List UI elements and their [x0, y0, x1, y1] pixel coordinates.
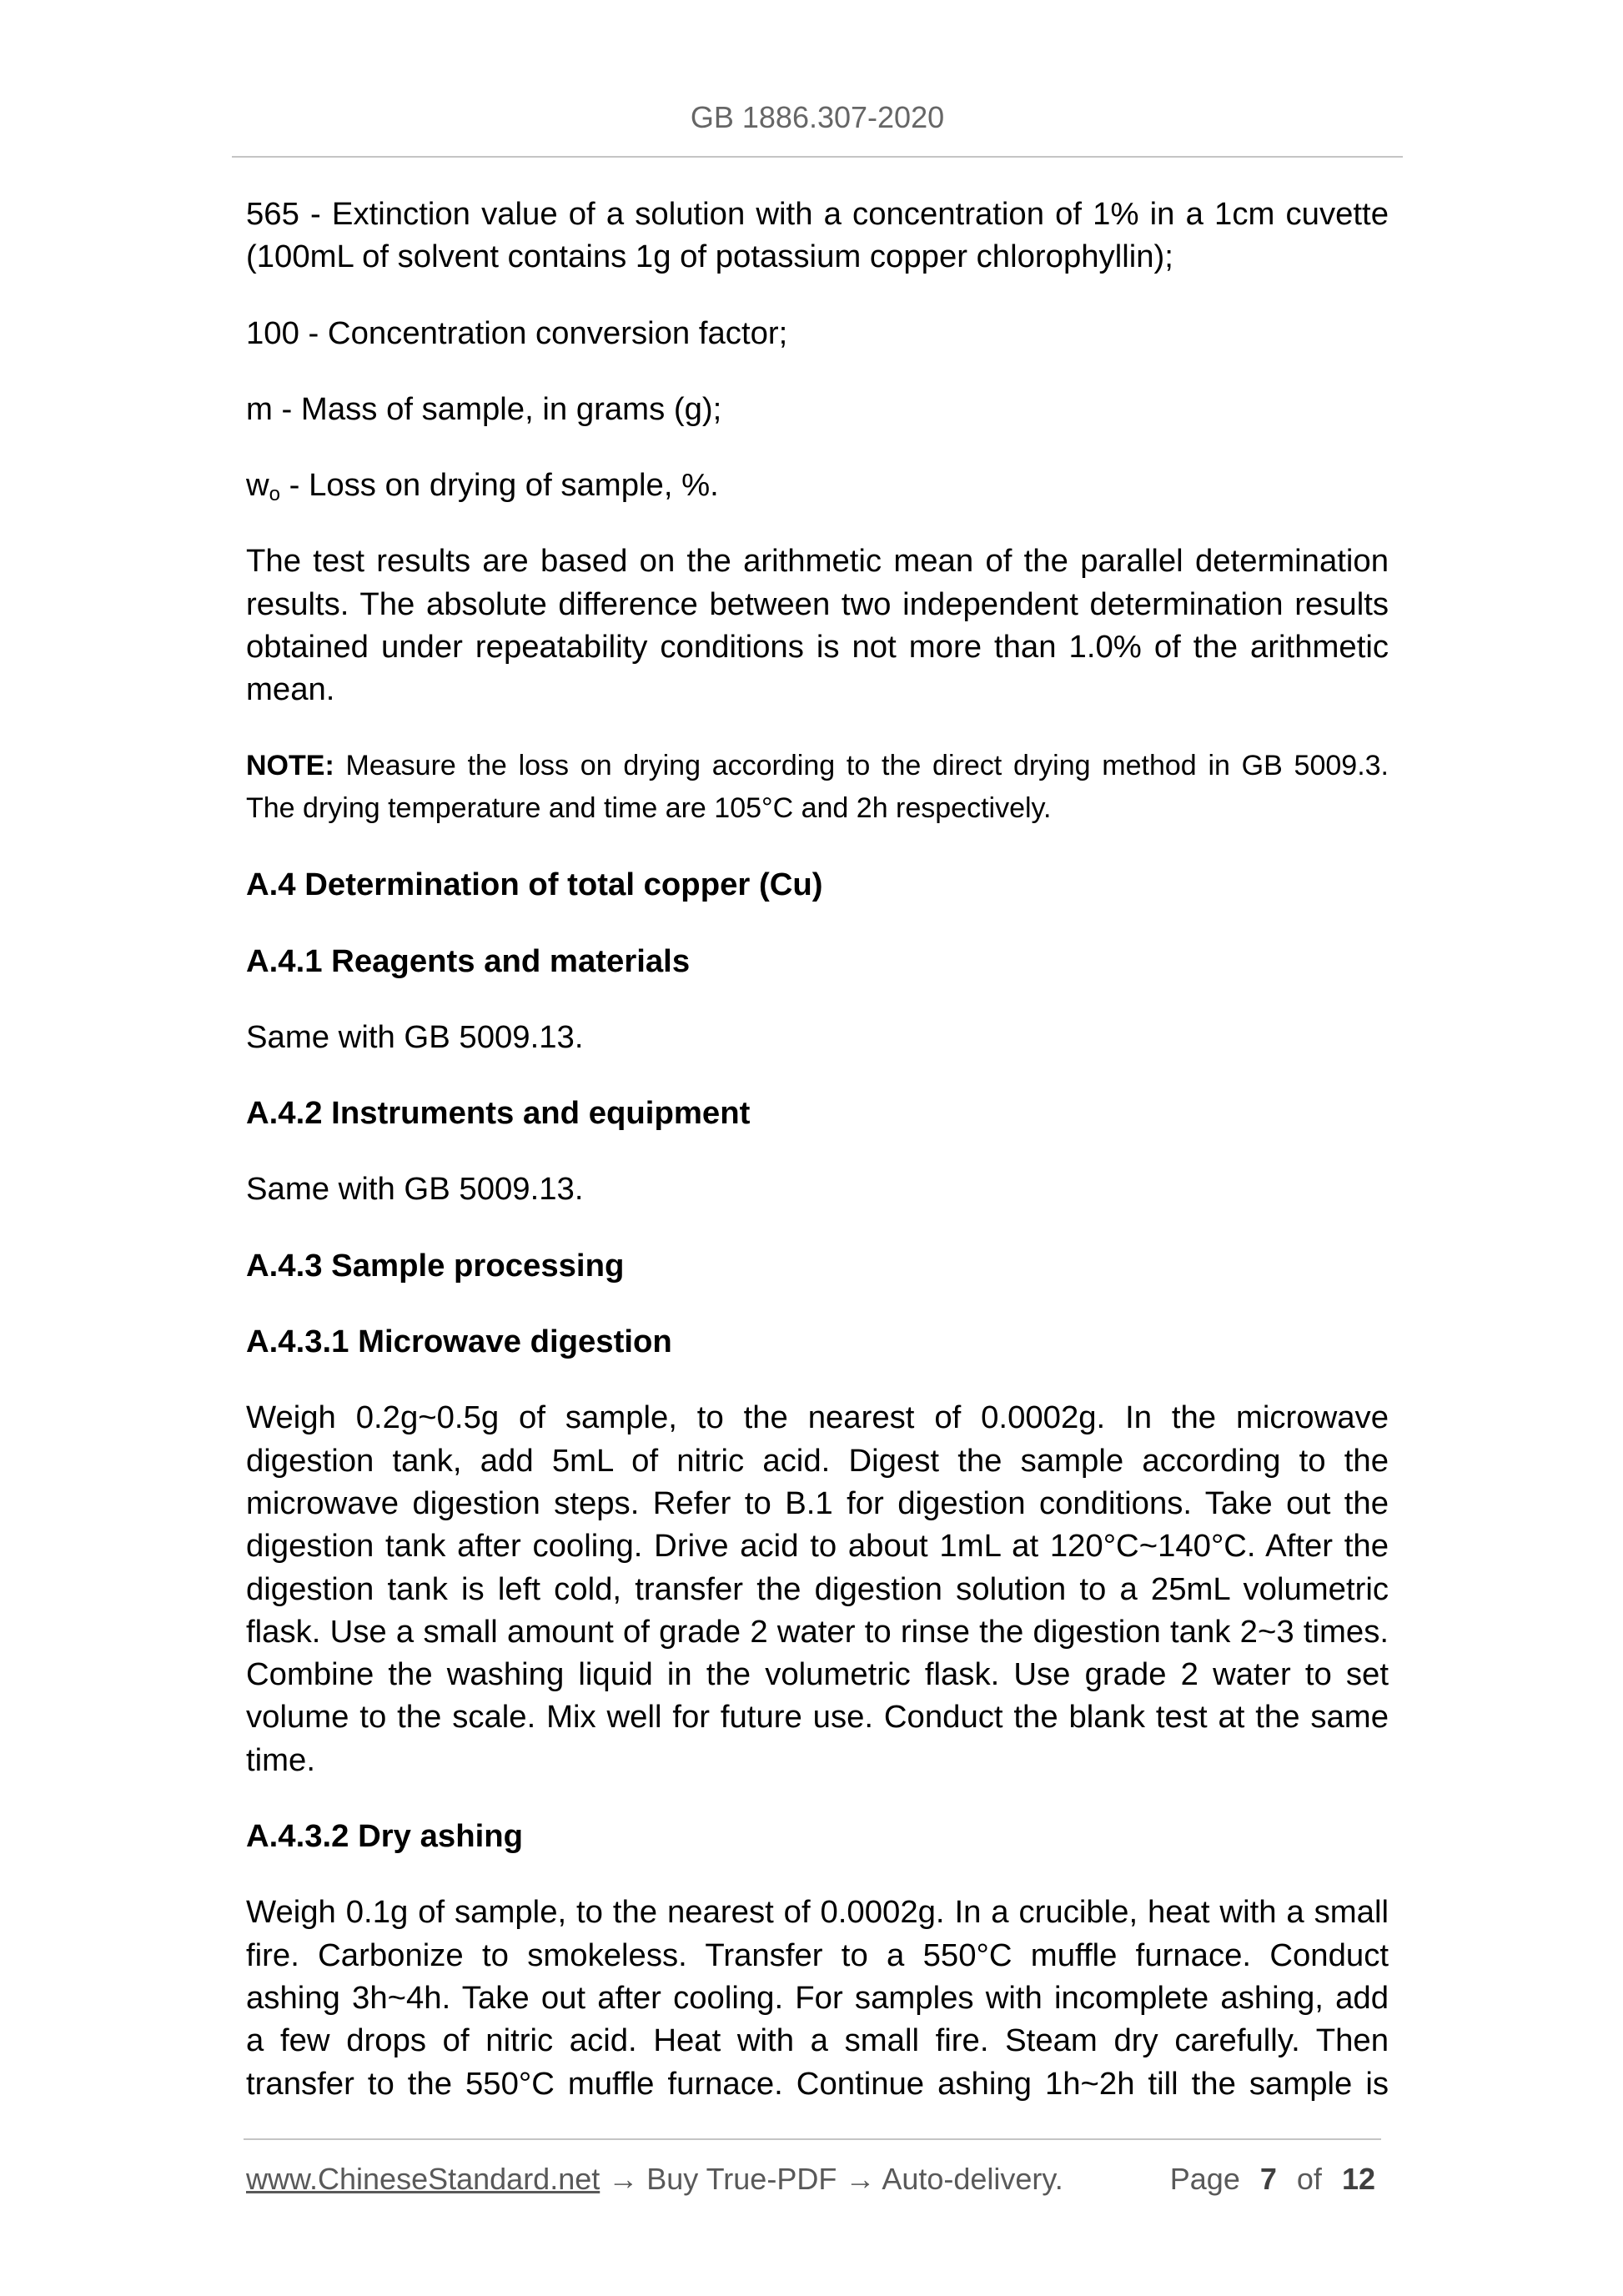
text-line: transfer to the 550°C muffle furnace. Continue ashing 1h~2h till the sample is	[246, 2065, 1389, 2102]
text-line: mean.	[246, 671, 335, 708]
footer-divider	[244, 2138, 1381, 2140]
note-block	[246, 745, 1389, 831]
paragraph-extinction-value	[246, 193, 1389, 279]
note-text: Measure the loss on drying according to the direct drying method in GB 5009.3.	[334, 749, 1389, 781]
paragraph-test-results	[246, 540, 1389, 711]
page-footer	[246, 2160, 1375, 2198]
paragraph-a4-2: Same with GB 5009.13.	[246, 1171, 584, 1208]
header-divider	[232, 156, 1403, 158]
page-content	[246, 193, 1389, 2105]
text-line: digestion tank after cooling. Drive acid to about 1mL at 120°C~140°C. After the	[246, 1528, 1389, 1565]
footer-tagline: → Buy True-PDF → Auto-delivery.	[600, 2162, 1063, 2196]
footer-promo	[246, 2160, 1063, 2198]
text-line: 565 - Extinction value of a solution with a concentration of 1% in a 1cm cuvette	[246, 196, 1389, 232]
text-line	[246, 745, 1389, 787]
text-line: volume to the scale. Mix well for future use. Conduct the blank test at the same	[246, 1699, 1389, 1736]
variable-subscript: o	[269, 483, 281, 506]
text-line: Weigh 0.1g of sample, to the nearest of 0.0002g. In a crucible, heat with a small	[246, 1894, 1389, 1931]
note-label: NOTE:	[246, 749, 334, 781]
paragraph-conversion-factor	[246, 312, 1389, 354]
paragraph-a4-1: Same with GB 5009.13.	[246, 1018, 584, 1055]
text-line: a few drops of nitric acid. Heat with a small fire. Steam dry carefully. Then	[246, 2022, 1389, 2059]
page-current: 7	[1259, 2162, 1277, 2196]
text-line: results. The absolute difference between two independent determination results	[246, 585, 1389, 622]
text-line: time.	[246, 1741, 315, 1778]
text-line: fire. Carbonize to smokeless. Transfer to a 550°C muffle furnace. Conduct	[246, 1937, 1389, 1973]
text-line: Combine the washing liquid in the volumetric flask. Use grade 2 water to set	[246, 1656, 1389, 1693]
text-line: microwave digestion steps. Refer to B.1 for digestion conditions. Take out the	[246, 1485, 1389, 1521]
heading-a4-3: A.4.3 Sample processing	[246, 1247, 625, 1284]
text-line: digestion tank is left cold, transfer the digestion solution to a 25mL volumetric	[246, 1570, 1389, 1607]
heading-a4: A.4 Determination of total copper (Cu)	[246, 867, 823, 903]
text-line: ashing 3h~4h. Take out after cooling. For samples with incomplete ashing, add	[246, 1979, 1389, 2016]
heading-a4-3-2: A.4.3.2 Dry ashing	[246, 1818, 524, 1855]
text-line: (100mL of solvent contains 1g of potassium copper chlorophyllin);	[246, 239, 1173, 275]
variable-description: - Loss on drying of sample, %.	[280, 467, 719, 504]
text-line: The drying temperature and time are 105°C and 2h respectively.	[246, 791, 1052, 824]
paragraph-sample-mass	[246, 388, 1389, 430]
page-indicator	[1170, 2160, 1375, 2198]
heading-a4-1: A.4.1 Reagents and materials	[246, 942, 691, 979]
variable-symbol: w	[246, 467, 269, 504]
website-link[interactable]: www.ChineseStandard.net	[246, 2162, 600, 2196]
page-of: of	[1296, 2162, 1322, 2196]
heading-a4-3-1: A.4.3.1 Microwave digestion	[246, 1324, 672, 1360]
text-line: Weigh 0.2g~0.5g of sample, to the nearest of 0.0002g. In the microwave	[246, 1399, 1389, 1436]
page-total: 12	[1341, 2162, 1375, 2196]
text-line: 100 - Concentration conversion factor;	[246, 314, 788, 351]
text-line: obtained under repeatability conditions is not more than 1.0% of the arithmetic	[246, 629, 1389, 666]
document-number-header: GB 1886.307-2020	[690, 100, 945, 134]
text-line: m - Mass of sample, in grams (g);	[246, 390, 722, 427]
text-line: The test results are based on the arithmetic mean of the parallel determination	[246, 543, 1389, 580]
paragraph-loss-on-drying	[246, 464, 1389, 506]
heading-a4-2: A.4.2 Instruments and equipment	[246, 1095, 751, 1132]
text-line	[246, 464, 1389, 506]
page-label: Page	[1169, 2162, 1240, 2196]
text-line: digestion tank, add 5mL of nitric acid. Digest the sample according to the	[246, 1442, 1389, 1479]
paragraph-dry-ashing	[246, 1891, 1389, 2104]
paragraph-microwave-digestion	[246, 1396, 1389, 1781]
text-line: flask. Use a small amount of grade 2 water to rinse the digestion tank 2~3 times.	[246, 1613, 1389, 1650]
